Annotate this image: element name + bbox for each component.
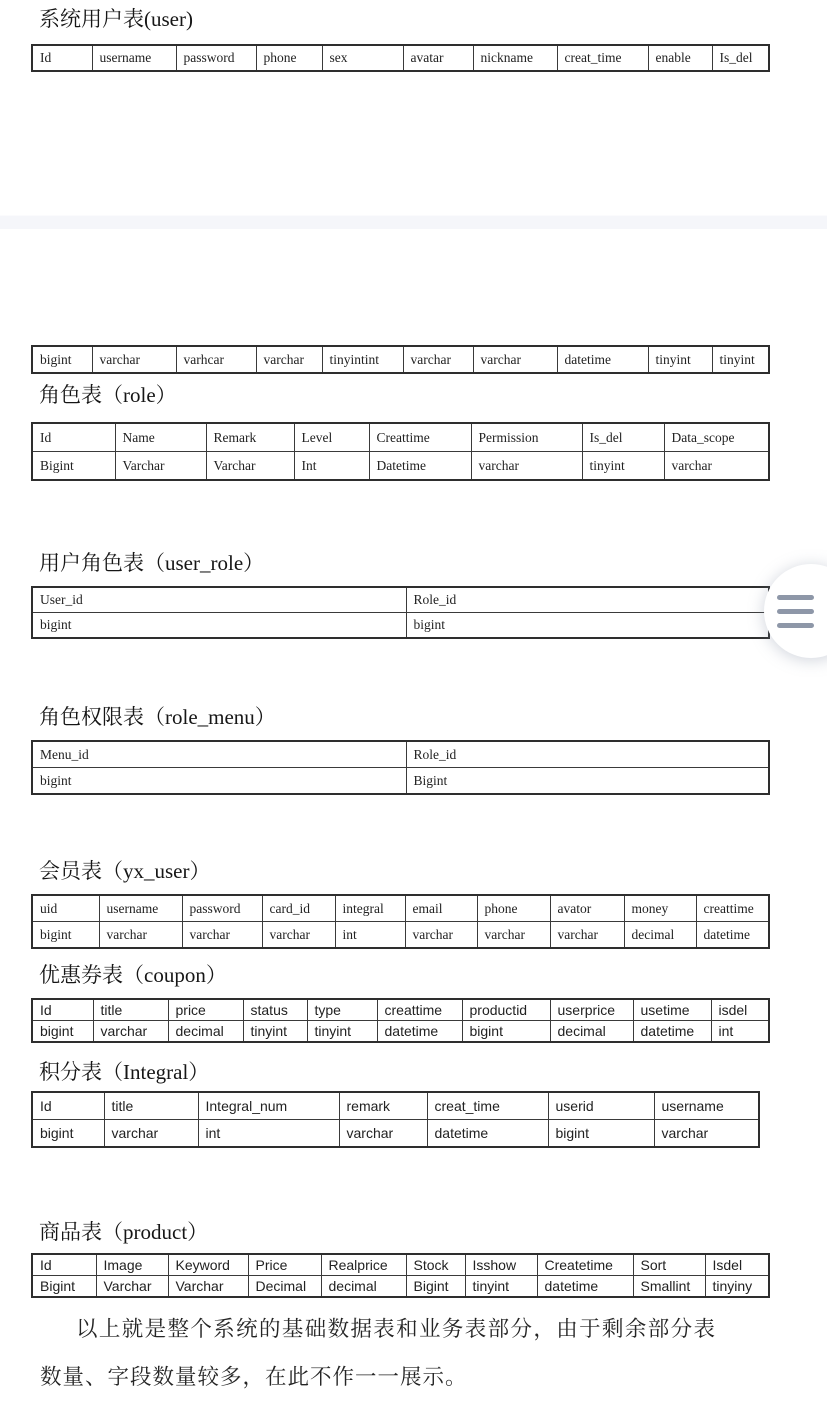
table-cell: title: [93, 999, 168, 1021]
table-coupon: [31, 998, 768, 1043]
table-product: [31, 1253, 768, 1298]
table-cell: password: [182, 895, 262, 922]
table-cell: Menu_id: [32, 741, 406, 768]
table-cell: Id: [32, 999, 93, 1021]
table-cell: bigint: [32, 922, 99, 949]
table-cell: bigint: [32, 346, 92, 373]
table-row: [32, 999, 769, 1021]
schema-table: [31, 44, 770, 72]
table-cell: varchar: [256, 346, 322, 373]
table-cell: decimal: [550, 1021, 633, 1043]
table-cell: phone: [477, 895, 550, 922]
table-cell: Varchar: [168, 1276, 248, 1298]
table-cell: Id: [32, 45, 92, 71]
table-cell: creattime: [696, 895, 769, 922]
table-yx-user: [31, 894, 768, 949]
schema-table: [31, 422, 770, 481]
table-cell: Realprice: [321, 1254, 406, 1276]
table-cell: price: [168, 999, 243, 1021]
section-title-integral: 积分表（Integral）: [39, 1060, 210, 1084]
table-cell: username: [92, 45, 176, 71]
table-row: [32, 1276, 769, 1298]
table-cell: datetime: [696, 922, 769, 949]
table-cell: remark: [339, 1092, 427, 1120]
table-cell: tinyint: [465, 1276, 537, 1298]
section-title-user: 系统用户表(user): [39, 7, 193, 31]
table-row: [32, 613, 769, 639]
table-cell: bigint: [406, 613, 769, 639]
section-title-product: 商品表（product）: [39, 1220, 209, 1244]
table-row: [32, 1092, 759, 1120]
table-row: [32, 452, 769, 481]
table-cell: Data_scope: [664, 423, 769, 452]
table-cell: productid: [462, 999, 550, 1021]
schema-table: [31, 998, 770, 1043]
page-break-band: [0, 215, 827, 229]
table-cell: Int: [294, 452, 369, 481]
table-cell: Role_id: [406, 741, 769, 768]
table-cell: int: [335, 922, 405, 949]
table-cell: isdel: [711, 999, 769, 1021]
table-user-role: [31, 586, 768, 639]
table-cell: Sort: [633, 1254, 705, 1276]
table-cell: Is_del: [712, 45, 769, 71]
table-cell: Varchar: [206, 452, 294, 481]
schema-table: [31, 586, 770, 639]
table-cell: creat_time: [427, 1092, 548, 1120]
table-cell: Decimal: [248, 1276, 321, 1298]
table-cell: username: [99, 895, 182, 922]
table-cell: integral: [335, 895, 405, 922]
table-cell: Keyword: [168, 1254, 248, 1276]
table-cell: Smallint: [633, 1276, 705, 1298]
table-cell: avator: [550, 895, 624, 922]
table-row: [32, 895, 769, 922]
table-cell: varchar: [477, 922, 550, 949]
table-cell: bigint: [32, 613, 406, 639]
table-cell: Isdel: [705, 1254, 769, 1276]
table-cell: Bigint: [32, 1276, 96, 1298]
table-cell: varchar: [93, 1021, 168, 1043]
table-cell: Creattime: [369, 423, 471, 452]
table-cell: password: [176, 45, 256, 71]
table-user-types: [31, 345, 768, 374]
table-cell: varchar: [339, 1120, 427, 1148]
hamburger-menu-icon: [777, 595, 814, 628]
table-cell: userid: [548, 1092, 654, 1120]
table-cell: datetime: [557, 346, 648, 373]
table-cell: User_id: [32, 587, 406, 613]
table-cell: tinyiny: [705, 1276, 769, 1298]
table-cell: varchar: [403, 346, 473, 373]
table-cell: decimal: [624, 922, 696, 949]
table-cell: bigint: [32, 768, 406, 795]
table-row: [32, 45, 769, 71]
table-cell: title: [104, 1092, 198, 1120]
table-cell: varchar: [182, 922, 262, 949]
table-row: [32, 741, 769, 768]
table-cell: creat_time: [557, 45, 648, 71]
table-cell: Integral_num: [198, 1092, 339, 1120]
table-cell: Level: [294, 423, 369, 452]
table-cell: bigint: [462, 1021, 550, 1043]
schema-table: [31, 1253, 770, 1298]
table-cell: Bigint: [32, 452, 115, 481]
table-cell: tinyintint: [322, 346, 403, 373]
table-cell: tinyint: [648, 346, 712, 373]
table-cell: bigint: [548, 1120, 654, 1148]
table-cell: Is_del: [582, 423, 664, 452]
table-cell: int: [711, 1021, 769, 1043]
table-cell: bigint: [32, 1120, 104, 1148]
table-row: [32, 922, 769, 949]
table-cell: varhcar: [176, 346, 256, 373]
table-cell: Stock: [406, 1254, 465, 1276]
table-cell: Id: [32, 1254, 96, 1276]
table-cell: varchar: [104, 1120, 198, 1148]
table-row: [32, 1254, 769, 1276]
section-title-role: 角色表（role）: [39, 383, 177, 407]
section-title-role-menu: 角色权限表（role_menu）: [39, 705, 276, 729]
table-user-columns: [31, 44, 768, 72]
table-row: [32, 1120, 759, 1148]
table-cell: Id: [32, 423, 115, 452]
table-cell: Isshow: [465, 1254, 537, 1276]
table-cell: email: [405, 895, 477, 922]
table-cell: uid: [32, 895, 99, 922]
table-cell: phone: [256, 45, 322, 71]
table-cell: tinyint: [243, 1021, 307, 1043]
schema-table: [31, 1091, 760, 1148]
table-cell: Varchar: [115, 452, 206, 481]
table-cell: card_id: [262, 895, 335, 922]
table-cell: varchar: [92, 346, 176, 373]
table-cell: tinyint: [307, 1021, 377, 1043]
table-role-menu: [31, 740, 768, 795]
table-cell: Name: [115, 423, 206, 452]
table-cell: int: [198, 1120, 339, 1148]
table-cell: enable: [648, 45, 712, 71]
table-cell: varchar: [405, 922, 477, 949]
table-cell: datetime: [427, 1120, 548, 1148]
table-cell: datetime: [633, 1021, 711, 1043]
schema-table: [31, 345, 770, 374]
schema-table: [31, 740, 770, 795]
table-cell: Role_id: [406, 587, 769, 613]
table-cell: Datetime: [369, 452, 471, 481]
table-cell: Id: [32, 1092, 104, 1120]
table-cell: varchar: [471, 452, 582, 481]
table-cell: Varchar: [96, 1276, 168, 1298]
table-cell: status: [243, 999, 307, 1021]
table-cell: varchar: [262, 922, 335, 949]
table-cell: Createtime: [537, 1254, 633, 1276]
section-title-coupon: 优惠券表（coupon）: [39, 963, 227, 987]
table-cell: tinyint: [712, 346, 769, 373]
table-cell: sex: [322, 45, 403, 71]
table-cell: Price: [248, 1254, 321, 1276]
table-cell: type: [307, 999, 377, 1021]
table-cell: avatar: [403, 45, 473, 71]
schema-table: [31, 894, 770, 949]
section-title-yx-user: 会员表（yx_user）: [39, 859, 211, 883]
table-cell: Bigint: [406, 768, 769, 795]
table-cell: decimal: [321, 1276, 406, 1298]
table-row: [32, 423, 769, 452]
table-cell: varchar: [550, 922, 624, 949]
table-cell: varchar: [664, 452, 769, 481]
table-cell: varchar: [473, 346, 557, 373]
table-cell: bigint: [32, 1021, 93, 1043]
table-cell: Image: [96, 1254, 168, 1276]
table-row: [32, 587, 769, 613]
table-cell: datetime: [537, 1276, 633, 1298]
table-cell: Permission: [471, 423, 582, 452]
table-cell: creattime: [377, 999, 462, 1021]
table-cell: varchar: [99, 922, 182, 949]
section-title-user-role: 用户角色表（user_role）: [39, 551, 265, 575]
table-integral: [31, 1091, 758, 1148]
table-cell: money: [624, 895, 696, 922]
closing-paragraph: 以上就是整个系统的基础数据表和业务表部分，由于剩余部分表数量、字段数量较多，在此不作一一展示。: [40, 1317, 716, 1389]
floating-menu-button[interactable]: [764, 564, 827, 658]
table-cell: Bigint: [406, 1276, 465, 1298]
table-row: [32, 1021, 769, 1043]
table-row: [32, 768, 769, 795]
table-row: [32, 346, 769, 373]
table-cell: userprice: [550, 999, 633, 1021]
table-cell: varchar: [654, 1120, 759, 1148]
table-role: [31, 422, 768, 481]
table-cell: tinyint: [582, 452, 664, 481]
table-cell: datetime: [377, 1021, 462, 1043]
table-cell: usetime: [633, 999, 711, 1021]
table-cell: nickname: [473, 45, 557, 71]
table-cell: Remark: [206, 423, 294, 452]
table-cell: decimal: [168, 1021, 243, 1043]
table-cell: username: [654, 1092, 759, 1120]
